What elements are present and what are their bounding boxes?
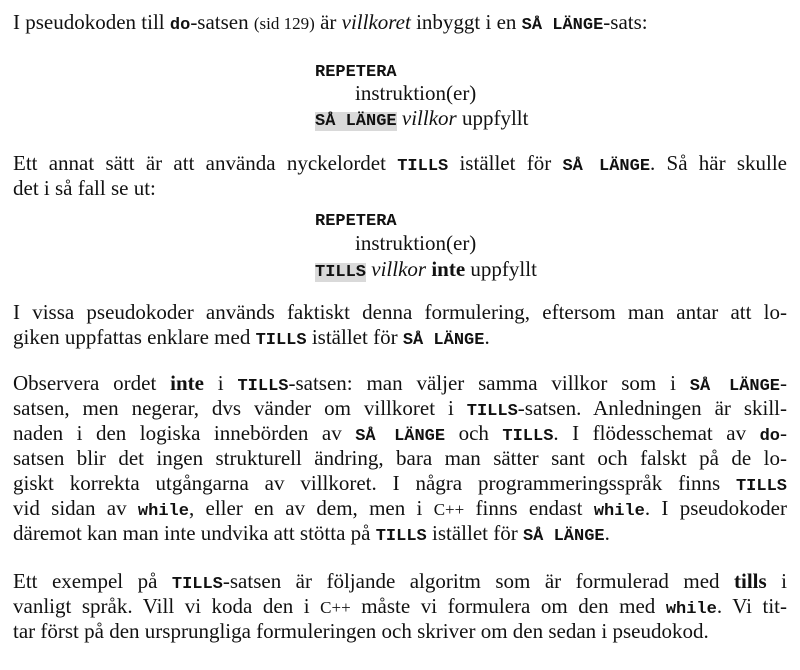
text: i bbox=[766, 569, 787, 593]
keyword-tills: TILLS bbox=[171, 575, 223, 594]
condition-text: villkor bbox=[401, 106, 457, 130]
code-line-instruction bbox=[355, 230, 476, 256]
text: -satsen. Anledningen är skill- bbox=[517, 396, 787, 420]
keyword-tills: TILLS bbox=[466, 402, 518, 421]
text: finns endast bbox=[464, 496, 594, 520]
text: , eller en av dem, men i bbox=[188, 496, 434, 520]
paragraph-1 bbox=[13, 9, 648, 39]
keyword-repetera: REPETERA bbox=[315, 212, 397, 231]
paragraph-2-line-2 bbox=[13, 175, 156, 201]
keyword-do: do bbox=[759, 427, 780, 446]
emphasis-tills: tills bbox=[734, 569, 767, 593]
language-name: C++ bbox=[433, 500, 465, 519]
keyword-repetera: REPETERA bbox=[315, 63, 397, 82]
text: däremot kan man inte undvika att stötta på bbox=[13, 521, 376, 545]
text: naden i den logiska innebörden av bbox=[13, 421, 356, 445]
instruction-text: instruktion(er) bbox=[355, 81, 477, 105]
text: istället för bbox=[306, 325, 403, 349]
keyword-sa-lange: SÅ LÄNGE bbox=[562, 157, 651, 176]
text: -satsen: man väljer samma villkor som i bbox=[288, 371, 690, 395]
text: . I pseudokoder bbox=[644, 496, 787, 520]
text: vid sidan av bbox=[13, 496, 138, 520]
paragraph-5-line-3 bbox=[13, 618, 709, 644]
text: istället för bbox=[448, 151, 563, 175]
text: - bbox=[780, 371, 787, 395]
text: . bbox=[604, 521, 610, 545]
keyword-sa-lange-highlighted: SÅ LÄNGE bbox=[315, 112, 397, 131]
keyword-tills-highlighted: TILLS bbox=[315, 263, 367, 282]
emphasis-not: inte bbox=[170, 371, 204, 395]
text: inbyggt i en bbox=[410, 10, 522, 34]
text: i bbox=[203, 371, 238, 395]
condition-text: villkor bbox=[371, 257, 427, 281]
text: satsen blir det ingen strukturell ändring, bara man sätter sant och falskt på de lo- bbox=[13, 446, 787, 470]
text: -satsen bbox=[190, 10, 254, 34]
text: satsen, men negerar, dvs vänder om villkoret i bbox=[13, 396, 467, 420]
instruction-text: instruktion(er) bbox=[355, 231, 477, 255]
text: . bbox=[484, 325, 490, 349]
keyword-tills: TILLS bbox=[735, 477, 787, 496]
code-line-condition bbox=[315, 105, 528, 135]
text: giskt korrekta utgångarna av villkoret. I några programmeringsspråk finns bbox=[13, 471, 736, 495]
text: -sats: bbox=[603, 10, 648, 34]
text: tar först på den ursprungliga formuleringen och skriver om den sedan i pseudokod. bbox=[13, 619, 709, 643]
keyword-sa-lange: SÅ LÄNGE bbox=[402, 331, 485, 350]
keyword-while: while bbox=[665, 600, 717, 619]
text: istället för bbox=[426, 521, 523, 545]
text: I pseudokoden till bbox=[13, 10, 170, 34]
keyword-tills: TILLS bbox=[237, 377, 289, 396]
text: är bbox=[314, 10, 342, 34]
text: Ett exempel på bbox=[13, 569, 172, 593]
language-name: C++ bbox=[320, 598, 351, 617]
paragraph-3-line-2 bbox=[13, 324, 490, 354]
keyword-do: do bbox=[169, 16, 191, 35]
text: och bbox=[445, 421, 503, 445]
text: giken uppfattas enklare med bbox=[13, 325, 256, 349]
emphasis-not: inte bbox=[431, 257, 466, 281]
keyword-sa-lange: SÅ LÄNGE bbox=[355, 427, 446, 446]
keyword-sa-lange: SÅ LÄNGE bbox=[689, 377, 780, 396]
keyword-while: while bbox=[593, 502, 645, 521]
paragraph-3-line-1 bbox=[13, 299, 787, 325]
keyword-sa-lange: SÅ LÄNGE bbox=[522, 527, 605, 546]
text: -satsen är följande algoritm som är formulerad med bbox=[222, 569, 735, 593]
text: . Så här skulle bbox=[650, 151, 787, 175]
keyword-while: while bbox=[137, 502, 189, 521]
paragraph-4-line-7 bbox=[13, 520, 610, 550]
text: uppfyllt bbox=[465, 257, 537, 281]
text: - bbox=[779, 421, 787, 445]
keyword-tills: TILLS bbox=[397, 157, 449, 176]
code-line-instruction bbox=[355, 80, 476, 106]
text: måste vi formulera om den med bbox=[350, 594, 666, 618]
text: vanligt språk. Vill vi koda den i bbox=[13, 594, 321, 618]
text: . I flödesschemat av bbox=[553, 421, 760, 445]
text: I vissa pseudokoder används faktiskt denna formulering, eftersom man antar att lo- bbox=[13, 300, 787, 324]
keyword-tills: TILLS bbox=[375, 527, 427, 546]
text: Ett annat sätt är att använda nyckelordet bbox=[13, 151, 398, 175]
keyword-tills: TILLS bbox=[502, 427, 554, 446]
code-line-condition bbox=[315, 256, 537, 286]
paragraph-4-line-4 bbox=[13, 445, 787, 471]
text: Observera ordet bbox=[13, 371, 171, 395]
page-reference: (sid 129) bbox=[253, 14, 315, 33]
text: uppfyllt bbox=[456, 106, 529, 130]
text: . Vi tit- bbox=[716, 594, 788, 618]
emphasis: villkoret bbox=[341, 10, 411, 34]
keyword-sa-lange: SÅ LÄNGE bbox=[521, 16, 604, 35]
text: det i så fall se ut: bbox=[13, 176, 156, 200]
keyword-tills: TILLS bbox=[255, 331, 307, 350]
